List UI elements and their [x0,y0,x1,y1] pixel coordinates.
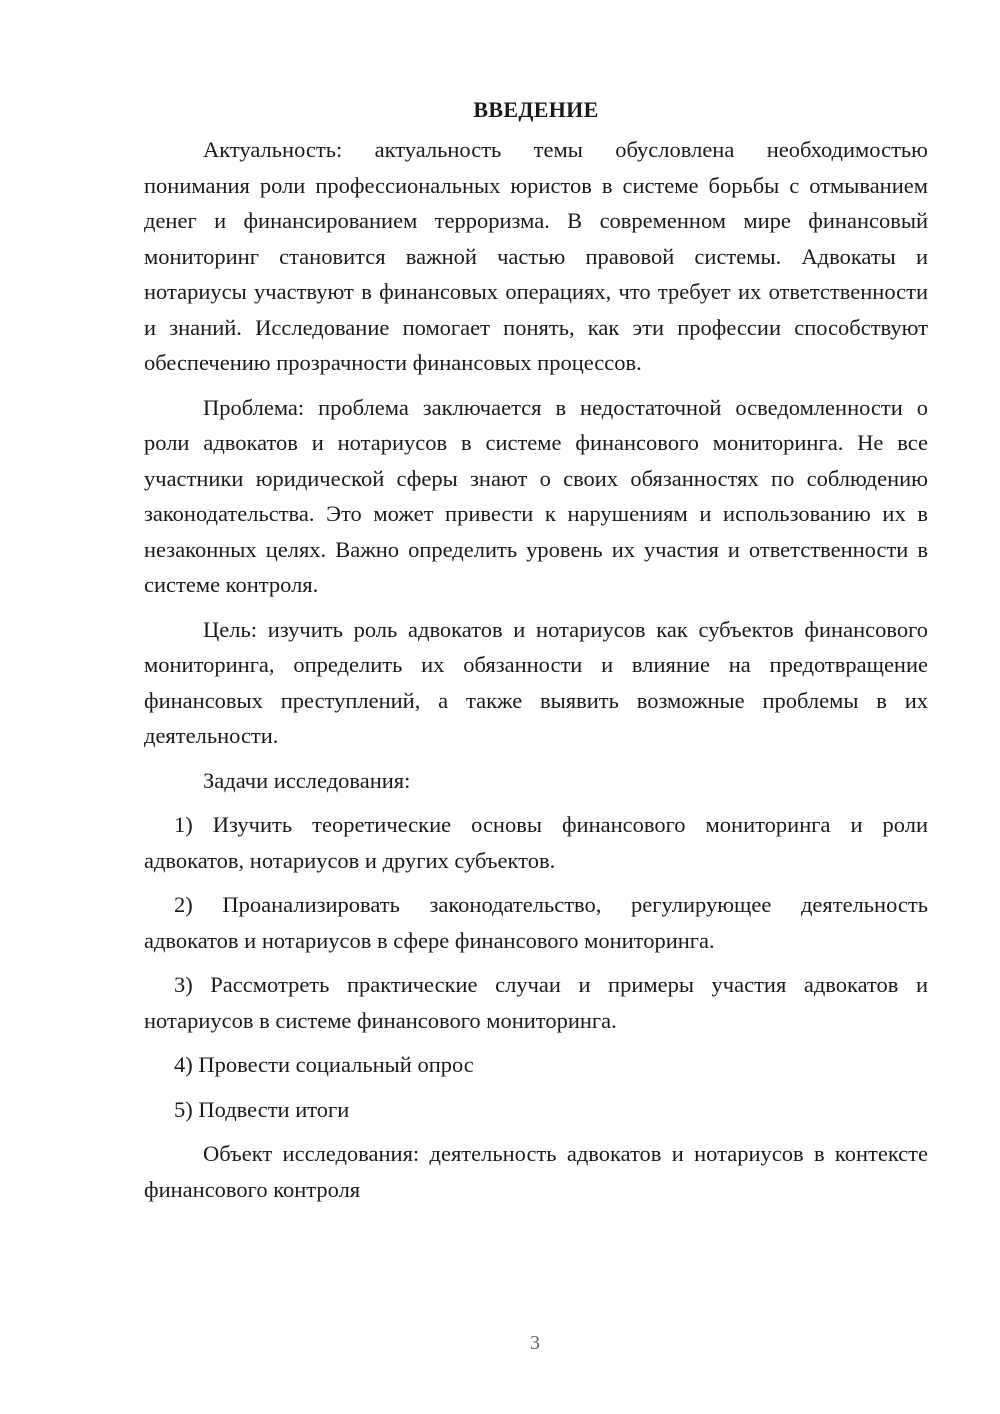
page-number: 3 [530,1332,540,1354]
paragraph-goal: Цель: изучить роль адвокатов и нотариусов как субъектов финансового мониторинга, определить их обязанности и влияние на предотвращение финансовых преступлений, а также выявить возможные проблемы в их деятельности. [144,616,928,748]
task-item-5: 5) Подвести итоги [174,1096,350,1122]
task-item-2: 2) Проанализировать законодательство, регулирующее деятельность адвокатов и нотариусов в сфере финансового мониторинга. [144,892,928,953]
paragraph-object: Объект исследования: деятельность адвокатов и нотариусов в контексте финансового контроля [144,1141,928,1202]
paragraph-relevance: Актуальность: актуальность темы обусловлена необходимостью понимания роли профессиональных юристов в системе борьбы с отмыванием денег и финансированием терроризма. В современном мире финансовый мониторинг становится важной частью правовой системы. Адвокаты и нотариусы участвуют в финансовых операциях, что требует их ответственности и знаний. Исследование помогает понять, как эти профессии способствуют обеспечению прозрачности финансовых процессов. [144,137,928,375]
task-item-1: 1) Изучить теоретические основы финансового мониторинга и роли адвокатов, нотариусов и других субъектов. [144,812,928,873]
task-item-4: 4) Провести социальный опрос [174,1052,474,1077]
section-title: ВВЕДЕНИЕ [473,97,599,122]
task-item-3: 3) Рассмотреть практические случаи и примеры участия адвокатов и нотариусов в системе финансового мониторинга. [144,972,928,1033]
paragraph-problem: Проблема: проблема заключается в недостаточной осведомленности о роли адвокатов и нотариусов в системе финансового мониторинга. Не все участники юридической сферы знают о своих обязанностях по соблюдению законодательства. Это может привести к нарушениям и использованию их в незаконных целях. Важно определить уровень их участия и ответственности в системе контроля. [144,394,928,597]
paragraph-tasks-heading: Задачи исследования: [203,767,411,793]
document-page [144,92,928,1216]
